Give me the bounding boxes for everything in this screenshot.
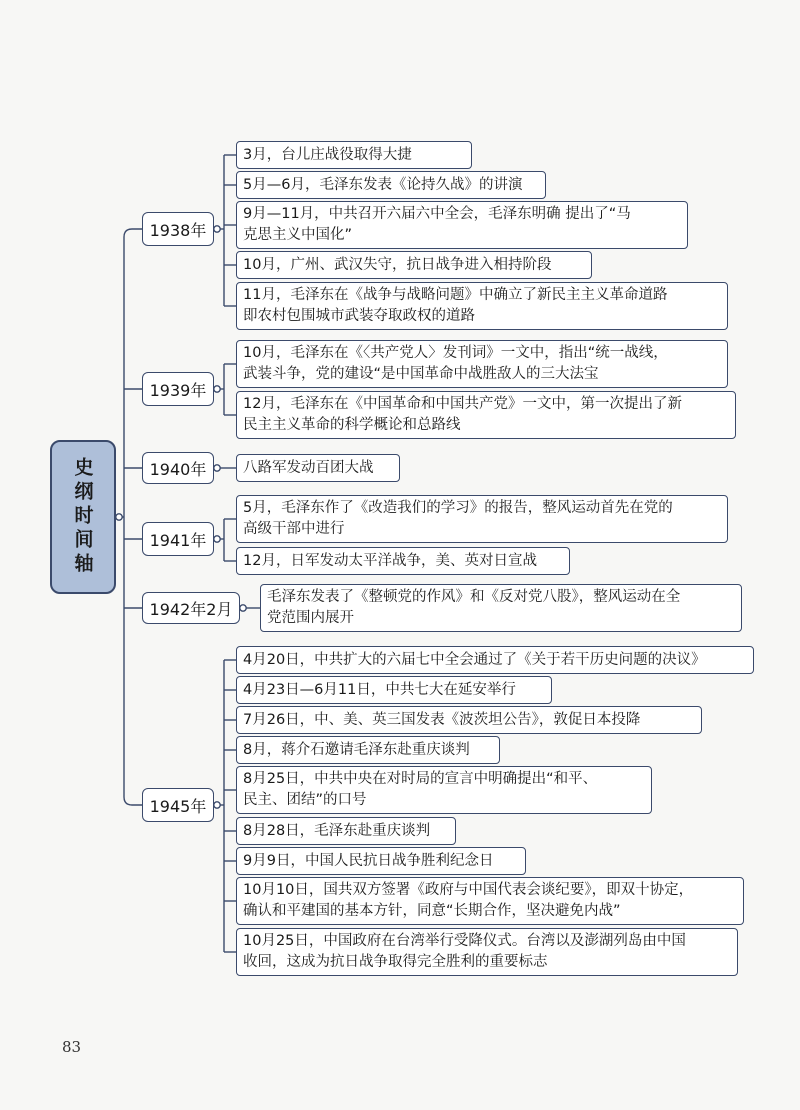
year-node-1939: 1939年 [142, 372, 214, 406]
event-1945-4: 8月，蒋介石邀请毛泽东赴重庆谈判 [236, 736, 500, 764]
event-1941-2: 12月，日军发动太平洋战争，美、英对日宣战 [236, 547, 570, 575]
event-1945-8: 10月10日，国共双方签署《政府与中国代表会谈纪要》，即双十协定， 确认和平建国的基本方针，同意“长期合作，坚决避免内战” [236, 877, 744, 925]
event-1945-5: 8月25日，中共中央在对时局的宣言中明确提出“和平、 民主、团结”的口号 [236, 766, 652, 814]
year-node-1942: 1942年2月 [142, 592, 240, 624]
event-1945-7: 9月9日，中国人民抗日战争胜利纪念日 [236, 847, 526, 875]
event-1939-2: 12月，毛泽东在《中国革命和中国共产党》一文中，第一次提出了新 民主主义革命的科学概论和总路线 [236, 391, 736, 439]
event-1938-4: 10月，广州、武汉失守，抗日战争进入相持阶段 [236, 251, 592, 279]
event-1938-3: 9月—11月，中共召开六届六中全会，毛泽东明确 提出了“马 克思主义中国化” [236, 201, 688, 249]
event-1938-5: 11月，毛泽东在《战争与战略问题》中确立了新民主主义革命道路 即农村包围城市武装夺取政权的道路 [236, 282, 728, 330]
event-1945-1: 4月20日，中共扩大的六届七中全会通过了《关于若干历史问题的决议》 [236, 646, 754, 674]
event-1940-1: 八路军发动百团大战 [236, 454, 400, 482]
event-1945-3: 7月26日，中、美、英三国发表《波茨坦公告》，敦促日本投降 [236, 706, 702, 734]
page-number: 83 [62, 1038, 82, 1056]
event-1941-1: 5月，毛泽东作了《改造我们的学习》的报告，整风运动首先在党的 高级干部中进行 [236, 495, 728, 543]
year-node-1941: 1941年 [142, 522, 214, 556]
event-1938-1: 3月，台儿庄战役取得大捷 [236, 141, 472, 169]
year-node-1938: 1938年 [142, 212, 214, 246]
root-title: 史纲时间轴 [71, 457, 94, 577]
event-1939-1: 10月，毛泽东在《〈共产党人〉发刊词》一文中，指出“统一战线， 武装斗争，党的建设“是中国革命中战胜敌人的三大法宝 [236, 340, 728, 388]
event-1945-9: 10月25日，中国政府在台湾举行受降仪式。台湾以及澎湖列岛由中国 收回，这成为抗日战争取得完全胜利的重要标志 [236, 928, 738, 976]
event-1945-6: 8月28日，毛泽东赴重庆谈判 [236, 817, 456, 845]
timeline-root [50, 440, 116, 594]
year-node-1940: 1940年 [142, 452, 214, 484]
event-1938-2: 5月—6月，毛泽东发表《论持久战》的讲演 [236, 171, 546, 199]
event-1945-2: 4月23日—6月11日，中共七大在延安举行 [236, 676, 552, 704]
event-1942-1: 毛泽东发表了《整顿党的作风》和《反对党八股》，整风运动在全 党范围内展开 [260, 584, 742, 632]
year-node-1945: 1945年 [142, 788, 214, 822]
